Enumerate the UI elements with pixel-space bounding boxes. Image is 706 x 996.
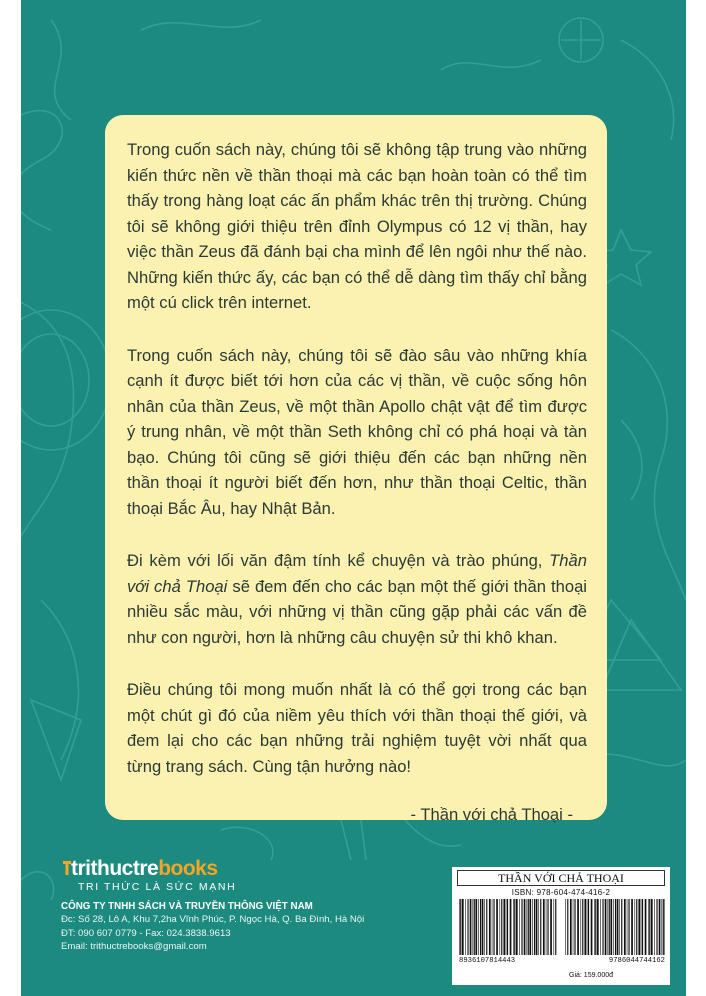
paragraph-2: Trong cuốn sách này, chúng tôi sẽ đào sâu vào những khía cạnh ít được biết tới hơn của các vị thần, về cuộc sống hôn nhân của thần Zeus, về một thần Apollo chật vật để tìm được ý trung nhân, về một thần Seth không chỉ có phá hoại và tàn bạo. Chúng tôi cũng sẽ giới thiệu đến các bạn những nền thần thoại ít người biết đến hơn, như thần thoại Celtic, thần thoại Bắc Âu, hay Nhật Bản. xyxy=(127,345,587,518)
company-email: Email: trithuctrebooks@gmail.com xyxy=(61,941,207,953)
price-label: Giá: 159.000đ xyxy=(569,972,613,979)
barcode-bars xyxy=(459,899,665,955)
publisher-info xyxy=(61,900,441,954)
barcode-block xyxy=(452,867,670,985)
paragraph-1: Trong cuốn sách này, chúng tôi sẽ không tập trung vào những kiến thức nền về thần thoại mà các bạn hoàn toàn có thể tìm thấy trong hàng loạt các ấn phẩm khác trên thị trường. Chúng tôi sẽ không giới thiệu trên đỉnh Olympus có 12 vị thần, hay việc thần Zeus đã đánh bại cha mình để lên ngôi như thế nào. Những kiến thức ấy, các bạn có thể dễ dàng tìm thấy chỉ bằng một cú click trên internet. xyxy=(127,140,587,312)
isbn-label: ISBN: 978-604-474-416-2 xyxy=(511,888,611,897)
company-name: CÔNG TY TNHH SÁCH VÀ TRUYỀN THÔNG VIỆT NAM xyxy=(61,901,313,912)
barcode-digits-right: 9786044744162 xyxy=(608,957,665,965)
book-title-italic: Thần với chả Thoại xyxy=(127,551,587,596)
paragraph-3 xyxy=(127,548,587,650)
back-cover xyxy=(21,0,686,996)
barcode-digits-left: 8936107814443 xyxy=(459,957,516,965)
barcode-digits xyxy=(459,957,665,965)
signature: - Thần với chả Thoại - xyxy=(410,805,573,824)
paragraph-4: Điều chúng tôi mong muốn nhất là có thể gợi trong các bạn một chút gì đó của niềm yêu thích với thần thoại thế giới, và đem lại cho các bạn những trải nghiệm tuyệt vời nhất qua từng trang sách. Cùng tận hưởng nào! xyxy=(127,680,587,776)
company-address: Đc: Số 28, Lô A, Khu 7,2ha Vĩnh Phúc, P. Ngọc Hà, Q. Ba Đình, Hà Nội xyxy=(61,914,365,926)
paragraph-3-lead: Đi kèm với lối văn đậm tính kể chuyện và trào phúng, xyxy=(127,551,550,570)
logo-word-2: books xyxy=(158,857,218,880)
logo-word-1: trithuctre xyxy=(71,857,159,880)
logo-wordmark xyxy=(71,857,218,881)
logo-slogan: TRI THỨC LÀ SỨC MẠNH xyxy=(78,881,237,893)
paragraph-3-rest: sẽ đem đến cho các bạn một thế giới thần thoại nhiều sắc màu, với những vị thần cũng gặp phải các vấn đề như con người, hơn là những câu chuyện sử thi khô khan. xyxy=(127,576,587,647)
publisher-logo xyxy=(61,857,281,897)
description-panel xyxy=(105,115,607,824)
company-phone: ĐT: 090 607 0779 - Fax: 024.3838.9613 xyxy=(61,927,231,939)
barcode-book-title: THẦN VỚI CHẢ THOẠI xyxy=(457,870,665,886)
